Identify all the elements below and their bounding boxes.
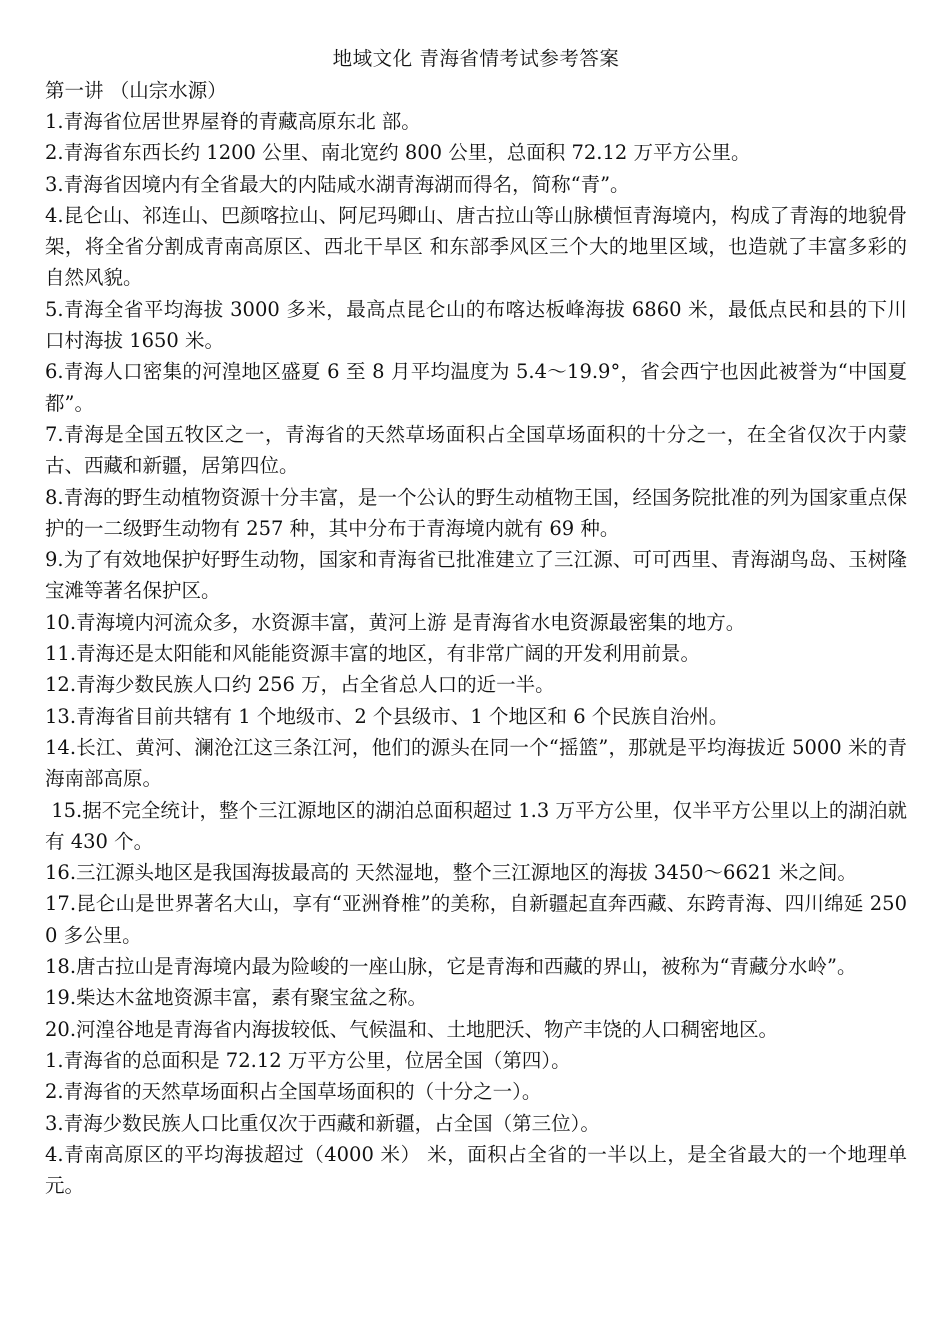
answer-item: 3.青海少数民族人口比重仅次于西藏和新疆，占全国（第三位）。 <box>45 1111 600 1135</box>
answer-item: 16.三江源头地区是我国海拔最高的 天然湿地，整个三江源地区的海拔 3450～6621 米之间。 <box>45 861 857 885</box>
answer-item: 18.唐古拉山是青海境内最为险峻的一座山脉，它是青海和西藏的界山，被称为“青藏分水岭”。 <box>45 955 857 979</box>
document-page <box>45 44 907 1201</box>
section-heading: 第一讲 （山宗水源） <box>45 79 227 102</box>
answer-item: 1.青海省的总面积是 72.12 万平方公里，位居全国（第四）。 <box>45 1048 571 1072</box>
answer-item: 20.河湟谷地是青海省内海拔较低、气候温和、土地肥沃、物产丰饶的人口稠密地区。 <box>45 1017 779 1041</box>
answer-item: 11.青海还是太阳能和风能能资源丰富的地区，有非常广阔的开发利用前景。 <box>45 642 701 666</box>
answer-item: 9.为了有效地保护好野生动物，国家和青海省已批准建立了三江源、可可西里、青海湖鸟岛、玉树隆宝滩等著名保护区。 <box>45 548 907 603</box>
answer-item: 13.青海省目前共辖有 1 个地级市、2 个县级市、1 个地区和 6 个民族自治州。 <box>45 704 729 728</box>
answer-item: 10.青海境内河流众多，水资源丰富，黄河上游 是青海省水电资源最密集的地方。 <box>45 610 746 634</box>
answer-item: 3.青海省因境内有全省最大的内陆咸水湖青海湖而得名，简称“青”。 <box>45 172 630 196</box>
answer-item: 1.青海省位居世界屋脊的青藏高原东北 部。 <box>45 110 421 133</box>
answer-item: 17.昆仑山是世界著名大山，享有“亚洲脊椎”的美称，自新疆起直奔西藏、东跨青海、四川绵延 2500 多公里。 <box>45 892 907 947</box>
answer-item: 2.青海省的天然草场面积占全国草场面积的（十分之一）。 <box>45 1080 542 1104</box>
answer-item: 4.青南高原区的平均海拔超过（4000 米） 米，面积占全省的一半以上，是全省最大的一个地理单元。 <box>45 1142 907 1198</box>
document-title: 地域文化 青海省情考试参考答案 <box>332 47 620 70</box>
answer-list <box>45 106 907 1201</box>
answer-item: 12.青海少数民族人口约 256 万，占全省总人口的近一半。 <box>45 673 555 697</box>
answer-item: 14.长江、黄河、澜沧江这三条江河，他们的源头在同一个“摇篮”，那就是平均海拔近 5000 米的青海南部高原。 <box>45 735 907 791</box>
answer-item: 2.青海省东西长约 1200 公里、南北宽约 800 公里，总面积 72.12 万平方公里。 <box>45 141 751 165</box>
answer-item: 19.柴达木盆地资源丰富，素有聚宝盆之称。 <box>45 986 428 1010</box>
answer-item: 4.昆仑山、祁连山、巴颜喀拉山、阿尼玛卿山、唐古拉山等山脉横恒青海境内，构成了青海的地貌骨架，将全省分割成青南高原区、西北干旱区 和东部季风区三个大的地里区域，也造就了丰富多彩的自然风貌。 <box>45 203 907 290</box>
answer-item: 8.青海的野生动植物资源十分丰富，是一个公认的野生动植物王国，经国务院批准的列为国家重点保护的一二级野生动物有 257 种，其中分布于青海境内就有 69 种。 <box>45 485 907 540</box>
answer-item: 15.据不完全统计，整个三江源地区的湖泊总面积超过 1.3 万平方公里，仅半平方公里以上的湖泊就有 430 个。 <box>45 798 907 853</box>
answer-item: 5.青海全省平均海拔 3000 多米，最高点昆仑山的布喀达板峰海拔 6860 米，最低点民和县的下川口村海拔 1650 米。 <box>45 297 907 353</box>
answer-item: 6.青海人口密集的河湟地区盛夏 6 至 8 月平均温度为 5.4～19.9°，省会西宁也因此被誉为“中国夏都”。 <box>45 360 907 415</box>
answer-item: 7.青海是全国五牧区之一，青海省的天然草场面积占全国草场面积的十分之一，在全省仅次于内蒙古、西藏和新疆，居第四位。 <box>45 422 907 478</box>
